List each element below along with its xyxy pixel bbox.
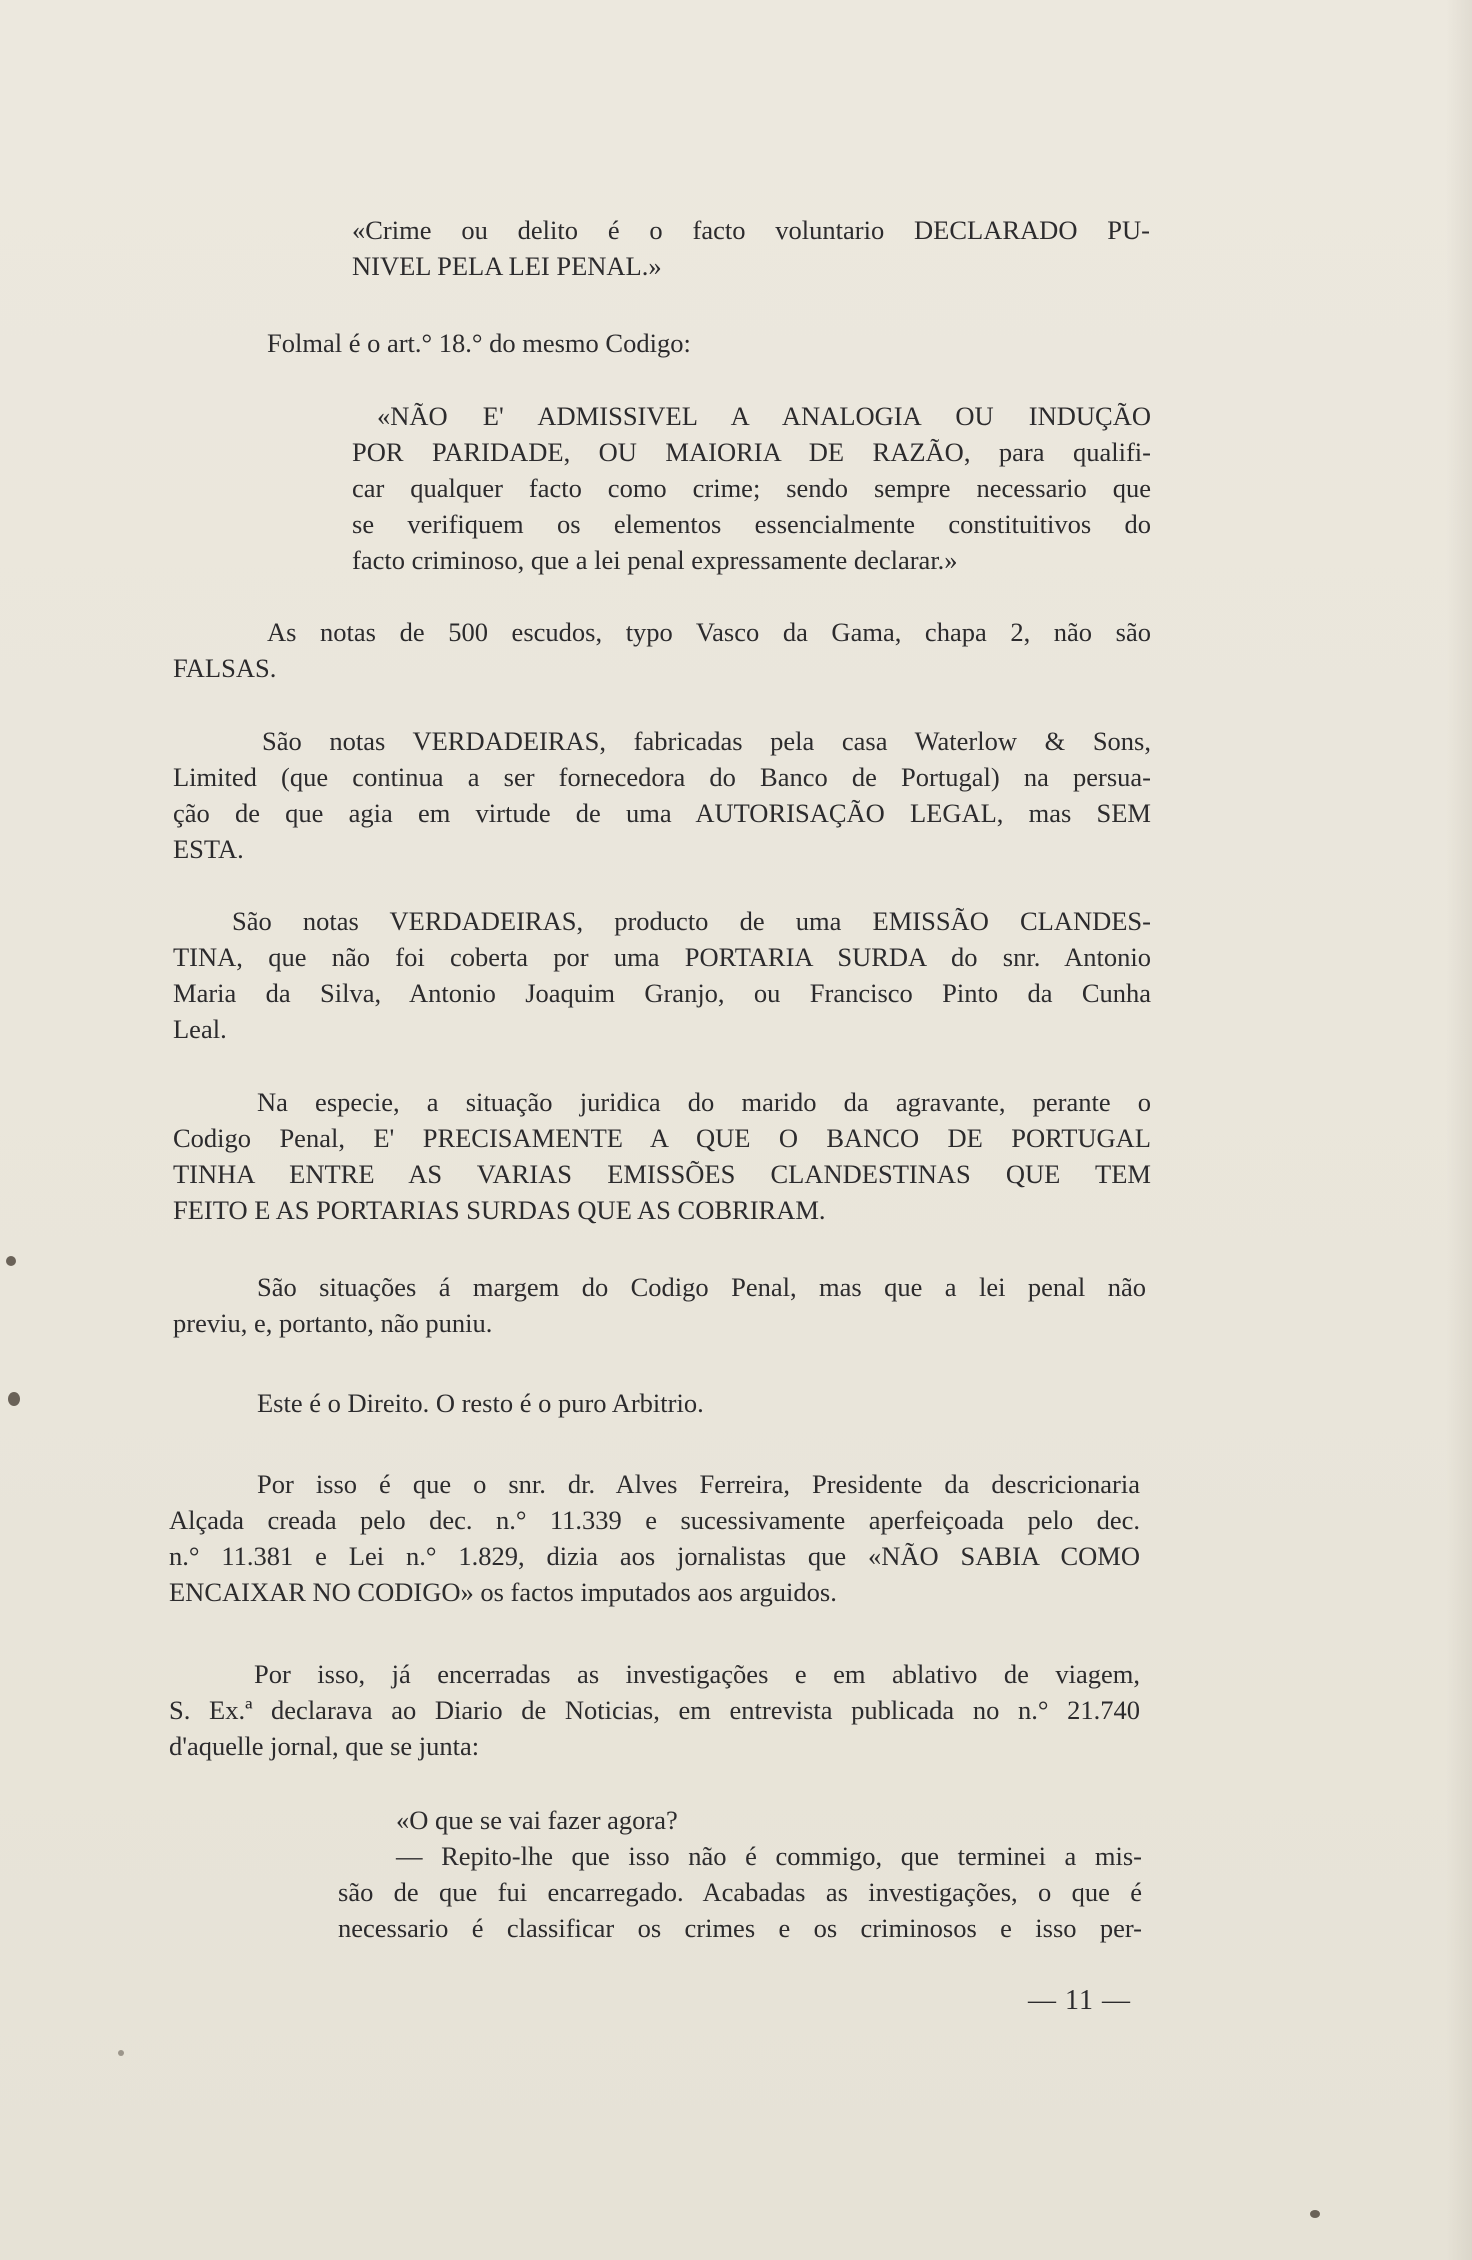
text-line: previu, e, portanto, não puniu. [173, 1308, 493, 1338]
scan-speck [1310, 2210, 1320, 2218]
text-line: d'aquelle jornal, que se junta: [169, 1731, 480, 1761]
text-line: facto criminoso, que a lei penal expressamente declarar.» [352, 545, 958, 575]
scan-speck [8, 1392, 20, 1406]
page-edge-shadow [1446, 0, 1472, 2260]
text-line: n.° 11.381 e Lei n.° 1.829, dizia aos jornalistas que «NÃO SABIA COMO [169, 1541, 1140, 1571]
scan-speck [6, 1256, 16, 1266]
text-line: Por isso, já encerradas as investigações e em ablativo de viagem, [254, 1659, 1140, 1689]
text-line: TINHA ENTRE AS VARIAS EMISSÕES CLANDESTINAS QUE TEM [173, 1159, 1151, 1189]
text-line: Alçada creada pelo dec. n.° 11.339 e sucessivamente aperfeiçoada pelo dec. [169, 1505, 1140, 1535]
text-line: FALSAS. [173, 653, 277, 683]
text-line: Maria da Silva, Antonio Joaquim Granjo, ou Francisco Pinto da Cunha [173, 978, 1151, 1008]
text-line: se verifiquem os elementos essencialmente constituitivos do [352, 509, 1151, 539]
text-line: São situações á margem do Codigo Penal, mas que a lei penal não [257, 1272, 1146, 1302]
text-line: ESTA. [173, 834, 244, 864]
text-line: car qualquer facto como crime; sendo sempre necessario que [352, 473, 1151, 503]
text-line: FEITO E AS PORTARIAS SURDAS QUE AS COBRIRAM. [173, 1195, 826, 1225]
text-line: São notas VERDADEIRAS, producto de uma EMISSÃO CLANDES- [232, 906, 1151, 936]
text-line: TINA, que não foi coberta por uma PORTARIA SURDA do snr. Antonio [173, 942, 1151, 972]
text-line: Leal. [173, 1014, 227, 1044]
text-line: Na especie, a situação juridica do marido da agravante, perante o [257, 1087, 1151, 1117]
text-line: ENCAIXAR NO CODIGO» os factos imputados aos arguidos. [169, 1577, 837, 1607]
text-line: «NÃO E' ADMISSIVEL A ANALOGIA OU INDUÇÃO [377, 401, 1151, 431]
text-line: «Crime ou delito é o facto voluntario DECLARADO PU- [352, 215, 1150, 245]
text-line: Codigo Penal, E' PRECISAMENTE A QUE O BANCO DE PORTUGAL [173, 1123, 1151, 1153]
text-line: POR PARIDADE, OU MAIORIA DE RAZÃO, para qualifi- [352, 437, 1151, 467]
text-line: São notas VERDADEIRAS, fabricadas pela casa Waterlow & Sons, [262, 726, 1151, 756]
text-line: — Repito-lhe que isso não é commigo, que terminei a mis- [396, 1841, 1142, 1871]
text-line: Folmal é o art.° 18.° do mesmo Codigo: [267, 328, 691, 358]
text-line: Limited (que continua a ser fornecedora do Banco de Portugal) na persua- [173, 762, 1151, 792]
text-line: ção de que agia em virtude de uma AUTORISAÇÃO LEGAL, mas SEM [173, 798, 1151, 828]
page-number: — 11 — [1028, 1985, 1131, 2016]
text-line: são de que fui encarregado. Acabadas as investigações, o que é [338, 1877, 1142, 1907]
text-line: necessario é classificar os crimes e os criminosos e isso per- [338, 1913, 1142, 1943]
text-line: As notas de 500 escudos, typo Vasco da Gama, chapa 2, não são [267, 617, 1151, 647]
text-line: NIVEL PELA LEI PENAL.» [352, 251, 662, 281]
text-line: S. Ex.ª declarava ao Diario de Noticias, em entrevista publicada no n.° 21.740 [169, 1695, 1140, 1725]
scan-speck [118, 2050, 124, 2056]
text-line: Este é o Direito. O resto é o puro Arbitrio. [257, 1388, 704, 1418]
text-line: Por isso é que o snr. dr. Alves Ferreira, Presidente da descricionaria [257, 1469, 1140, 1499]
text-line: «O que se vai fazer agora? [396, 1805, 678, 1835]
